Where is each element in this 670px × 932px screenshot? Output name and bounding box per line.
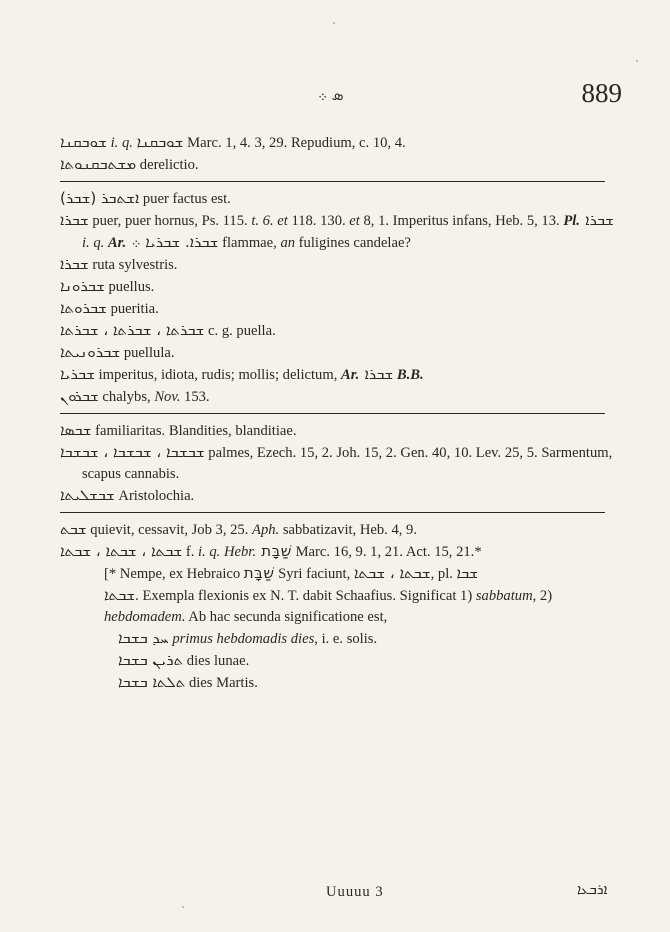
page-number: 889 <box>581 78 622 108</box>
italic-text: Aph. <box>252 522 280 538</box>
dictionary-entry <box>60 188 620 210</box>
dictionary-entry <box>60 154 620 176</box>
gloss-text: 8, 1. Imperitus infans, Heb. 5, 13. <box>359 213 564 229</box>
gloss-text: dies Martis. <box>185 675 258 691</box>
gloss-text: 118. 130. <box>287 213 350 229</box>
syriac-headword: ܫܒܪܘܢܝܬܐ <box>60 343 121 361</box>
syriac-headword: ܫܒܪܐ <box>579 211 614 229</box>
dictionary-entry <box>60 210 620 254</box>
syriac-headword: ܫܘܒܩܢܐ <box>136 133 184 151</box>
entry-group <box>60 519 620 694</box>
footnote-line <box>60 628 620 650</box>
dictionary-entry <box>60 254 620 276</box>
gloss-text: derelictio. <box>136 157 199 173</box>
syriac-headword: ܬܠܬܐ ܒܫܒܐ <box>118 673 186 691</box>
dictionary-entry <box>60 442 620 485</box>
header-mark: ܣ ܀ <box>318 86 344 104</box>
gloss-text: . Exempla flexionis ex N. T. dabit Schaafius. Significat 1) <box>135 588 476 604</box>
paper-speck <box>333 22 335 24</box>
italic-text: Nov. <box>154 389 181 405</box>
syriac-headword: ܫܒܫܒܐ ، ܫܒܫܒܐ ، ܫܒܫܒܐ <box>60 443 205 461</box>
syriac-headword: ܫܒܪܐ. ܫܒܪܝܐ ܀ <box>126 233 219 251</box>
syriac-headword: ܡܫܬܒܩܢܘܬܐ <box>60 155 137 173</box>
syriac-headword: ܫܒܪܐ <box>60 255 89 273</box>
gloss-text: , i. e. solis. <box>314 631 378 647</box>
entry-group <box>60 188 620 408</box>
syriac-headword: ܫܒܪܐ <box>60 211 89 229</box>
gloss-text: quievit, cessavit, Job 3, 25. <box>86 522 253 538</box>
dictionary-entry <box>60 132 620 154</box>
gloss-text: palmes, Ezech. 15, 2. Joh. 15, 2. Gen. 40, 10. Lev. 25, 5. Sarmentum, scapus cannabis. <box>82 445 613 482</box>
gloss-text: chalybs, <box>98 389 155 405</box>
dictionary-entry <box>60 420 620 442</box>
footnote-line <box>60 650 620 672</box>
section-rule <box>60 181 605 182</box>
gloss-text: pueritia. <box>106 301 159 317</box>
gloss-text: imperitus, idiota, rudis; mollis; delictum, <box>94 367 342 383</box>
dictionary-entry <box>60 485 620 507</box>
gloss-text: Marc. 16, 9. 1, 21. Act. 15, 21.* <box>291 544 482 560</box>
footnote-line <box>60 585 620 628</box>
gloss-text: Ab hac secunda significatione est, <box>185 609 388 625</box>
gloss-text: ruta sylvestris. <box>88 257 178 273</box>
syriac-headword: ܫܒܬܐ ، ܫܒܬܐ ، ܫܒܬܐ <box>60 542 183 560</box>
dictionary-entries <box>60 132 620 694</box>
footnote-line <box>60 672 620 694</box>
italic-text: t. 6. et <box>251 213 288 229</box>
syriac-headword: ܫܒܣܐ <box>60 421 92 439</box>
gloss-text: , pl. <box>430 566 457 582</box>
syriac-headword: ܫܒܪܘܢܐ <box>60 277 105 295</box>
gloss-text: puellula. <box>120 345 175 361</box>
gloss-text: 153. <box>180 389 210 405</box>
syriac-headword: ܚܕ ܒܫܒܐ <box>118 629 169 647</box>
gloss-text: f. <box>182 544 198 560</box>
syriac-headword: ܫܘܒܩܢܐ <box>60 133 107 151</box>
signature-mark: Uuuuu 3 <box>326 884 384 900</box>
syriac-headword: ܫܒܪܐ <box>359 365 394 383</box>
gloss-text: familiaritas. Blandities, blanditiae. <box>91 423 297 439</box>
syriac-headword: ܫܒܪܘܢ <box>60 387 99 405</box>
entry-group <box>60 132 620 176</box>
language-abbrev: Ar. <box>341 367 360 383</box>
language-abbrev: Pl. <box>563 213 580 229</box>
dictionary-entry <box>60 364 620 386</box>
syriac-headword: ܫܒܬܐ ، ܫܒܬܐ <box>353 564 431 582</box>
footnote-line <box>60 563 620 585</box>
syriac-headword: ܫܒܐ <box>456 564 479 582</box>
syriac-root: (ܫܒܪ) <box>60 189 97 207</box>
italic-text: i. q. <box>82 235 108 251</box>
gloss-text: flammae, <box>218 235 281 251</box>
italic-text: sabbatum <box>475 588 533 604</box>
italic-text: i. q. Hebr. <box>198 544 256 560</box>
gloss-text: dies lunae. <box>183 653 250 669</box>
gloss-text: c. g. puella. <box>204 323 276 339</box>
syriac-headword: ܫܒܫܠܝܬܐ <box>60 486 115 504</box>
italic-text: i. q. <box>106 135 137 151</box>
gloss-text: Marc. 1, 4. 3, 29. Repudium, c. 10, 4. <box>183 135 406 151</box>
italic-text: primus hebdomadis dies <box>168 631 315 647</box>
italic-text: an <box>280 235 296 251</box>
gloss-text: Syri faciunt, <box>274 566 354 582</box>
syriac-headword: ܬܪܝܢ ܒܫܒܐ <box>118 651 184 669</box>
dictionary-entry <box>60 342 620 364</box>
dictionary-entry <box>60 298 620 320</box>
gloss-text: [* Nempe, ex Hebraico <box>104 566 244 582</box>
dictionary-entry <box>60 386 620 408</box>
gloss-text: puer, puer hornus, Ps. 115. <box>88 213 252 229</box>
page-header <box>0 78 670 118</box>
paper-speck <box>182 906 184 908</box>
paper-speck <box>636 60 638 62</box>
gloss-text: puer factus est. <box>139 191 231 207</box>
gloss-text: fuligines candelae? <box>295 235 411 251</box>
entry-group <box>60 420 620 507</box>
syriac-headword: ܫܒܬ <box>60 520 87 538</box>
syriac-headword: שַׁבָּת <box>243 564 275 582</box>
language-abbrev: Ar. <box>107 235 127 251</box>
syriac-headword: שַׁבָּת <box>255 542 292 560</box>
dictionary-entry <box>60 276 620 298</box>
language-abbrev: B.B. <box>393 367 424 383</box>
syriac-headword: ܫܒܪܬܐ ، ܫܒܪܬܐ ، ܫܒܪܬܐ <box>60 321 205 339</box>
gloss-text: Aristolochia. <box>114 488 195 504</box>
syriac-headword: ܫܒܪܘܬܐ <box>60 299 107 317</box>
dictionary-entry <box>60 541 620 563</box>
syriac-headword: ܫܒܬܐ <box>104 586 136 604</box>
dictionary-entry <box>60 519 620 541</box>
syriac-headword: ܫܒܪܝܐ <box>60 365 95 383</box>
gloss-text: , 2) <box>532 588 553 604</box>
gloss-text: puellus. <box>104 279 155 295</box>
catchword: ܐܪܒܥܐ <box>577 882 608 898</box>
dictionary-entry <box>60 320 620 342</box>
section-rule <box>60 512 605 513</box>
syriac-headword: ܐܫܬܒܪ <box>96 189 140 207</box>
section-rule <box>60 413 605 414</box>
gloss-text: sabbatizavit, Heb. 4, 9. <box>279 522 417 538</box>
italic-text: hebdomadem. <box>104 609 186 625</box>
italic-text: et <box>349 213 360 229</box>
